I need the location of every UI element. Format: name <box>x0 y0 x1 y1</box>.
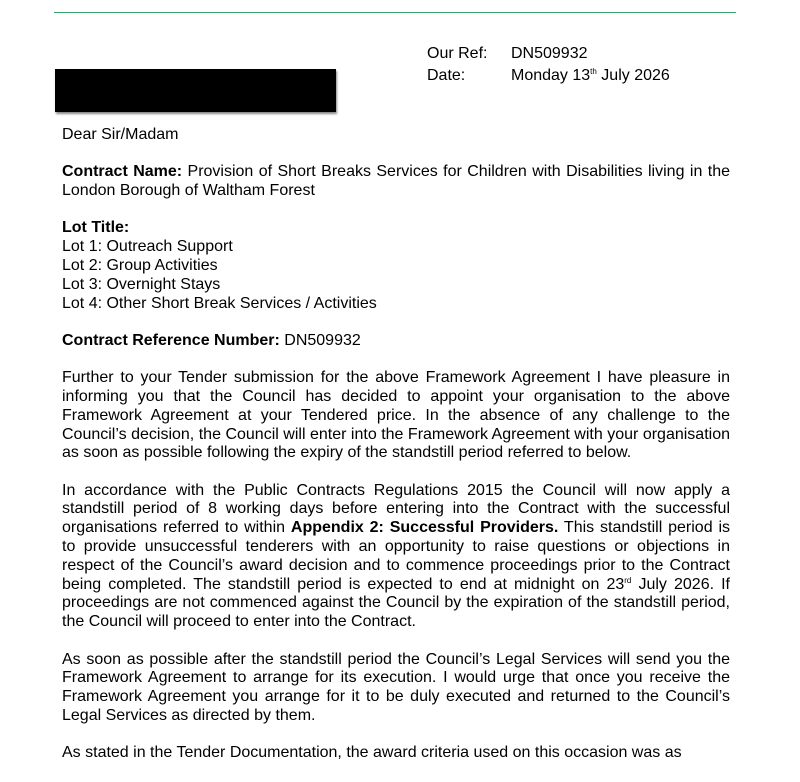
lot-title-label <box>62 219 730 238</box>
lot-item: Lot 1: Outreach Support <box>62 238 233 256</box>
para2-ordinal: rd <box>624 575 632 585</box>
our-ref-label: Our Ref: <box>427 45 488 62</box>
contract-name <box>62 163 730 201</box>
ref-number-label: Contract Reference Number: <box>62 331 280 349</box>
date-value <box>511 65 670 87</box>
contract-name-label: Contract Name: <box>62 163 183 181</box>
para2-part-c: July 2026. If proceedings are not commenced against the Council by the expiration of the standstill period, the Council will proceed to enter into the Contract. <box>62 575 730 631</box>
paragraph-legal-services: As soon as possible after the standstill period the Council’s Legal Services will send you the Framework Agreement to arrange for its execution. I would urge that once you receive the Framework Agreement you arrange for it to be duly executed and returned to the Council’s Legal Services as directed by them. <box>62 650 730 724</box>
lot-title-label-text: Lot Title: <box>62 219 130 237</box>
lot-item: Lot 3: Overnight Stays <box>62 275 221 293</box>
date-prefix: Monday 13 <box>511 67 591 84</box>
date-ordinal: th <box>590 67 597 76</box>
appendix-reference: Appendix 2: Successful Providers. <box>290 519 559 537</box>
paragraph-award-criteria: As stated in the Tender Documentation, the award criteria used on this occasion was as <box>62 744 682 762</box>
para2-part-b: This standstill period is to provide unsuccessful tenderers with an opportunity to raise questions or objections in respect of the Council’s award decision and to commence proceedings prior to the Contract being completed. The standstill period is expected to end at midnight on 23 <box>62 519 731 593</box>
paragraph-appointment: Further to your Tender submission for the above Framework Agreement I have pleasure in informing you that the Council has decided to appoint your organisation to the above Framework Agreement at your Tendered price. In the absence of any challenge to the Council’s decision, the Council will enter into the Framework Agreement with your organisation as soon as possible following the expiry of the standstill period referred to below. <box>62 369 730 462</box>
header-divider-line <box>54 12 736 13</box>
reference-block <box>427 43 670 87</box>
salutation: Dear Sir/Madam <box>62 126 179 143</box>
our-ref-row <box>427 43 670 65</box>
contract-name-value: Provision of Short Breaks Services for Children with Disabilities living in the London Borough of Waltham Forest <box>62 163 730 200</box>
paragraph-standstill <box>62 482 730 632</box>
redacted-address-block <box>55 69 336 112</box>
contract-reference-number <box>62 332 730 351</box>
para2-part-a: In accordance with the Public Contracts Regulations 2015 the Council will now apply a standstill period of 8 working days before entering into the Contract with the successful organisations referred to within <box>62 481 730 537</box>
lot-item: Lot 4: Other Short Break Services / Activities <box>62 294 377 312</box>
lot-item: Lot 2: Group Activities <box>62 256 218 274</box>
letter-body <box>62 126 730 782</box>
our-ref-value: DN509932 <box>511 45 588 62</box>
ref-number-value: DN509932 <box>279 331 361 349</box>
date-suffix: July 2026 <box>596 67 670 84</box>
date-row <box>427 65 670 87</box>
date-label: Date: <box>427 67 466 84</box>
